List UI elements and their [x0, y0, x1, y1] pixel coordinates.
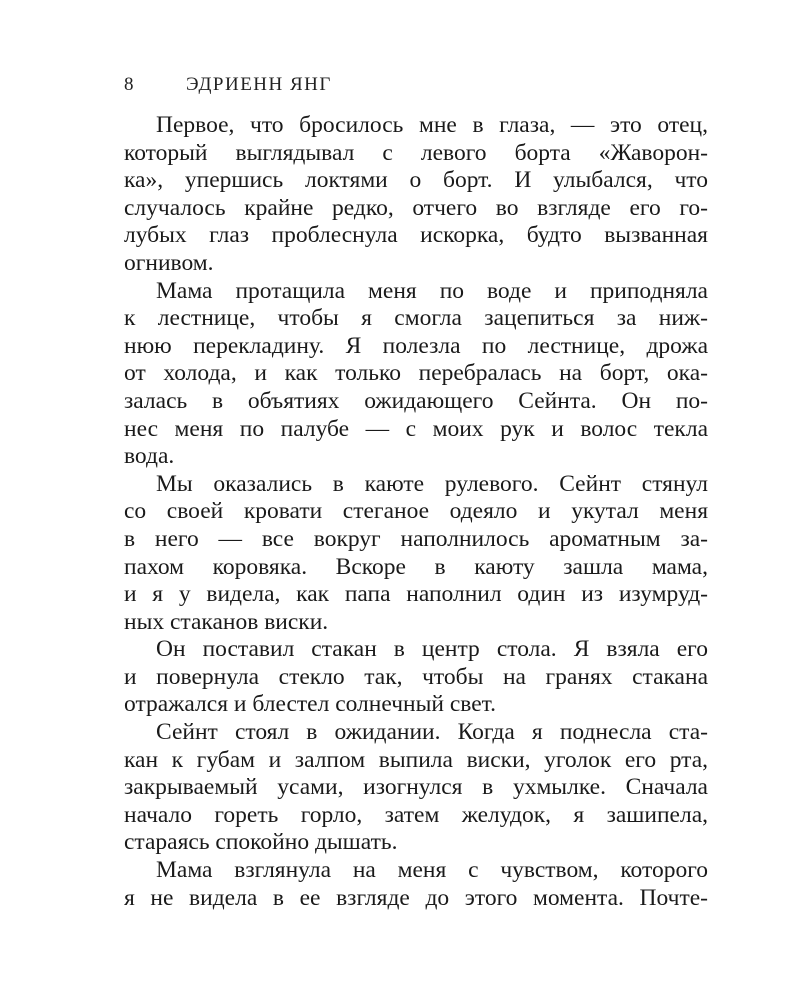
text-line: Он поставил стакан в центр стола. Я взяла его	[156, 636, 708, 663]
text-line: нюю перекладину. Я полезла по лестнице, дрожа	[124, 332, 708, 359]
text-line: залась в объятиях ожидающего Сейнта. Он по-	[124, 387, 708, 414]
text-line: Мама взглянула на меня с чувством, которого	[156, 857, 708, 884]
text-line: ных стаканов виски.	[124, 608, 329, 635]
body-text	[124, 112, 708, 912]
text-line: со своей кровати стеганое одеяло и укутал меня	[124, 498, 708, 525]
author-name: ЭДРИЕНН ЯНГ	[186, 74, 332, 95]
text-line: начало гореть горло, затем желудок, я зашипела,	[124, 801, 708, 828]
text-line: который выглядывал с левого борта «Жаворон-	[124, 139, 708, 166]
running-head	[124, 74, 332, 96]
text-line: лубых глаз проблеснула искорка, будто вызванная	[124, 222, 708, 249]
text-line: я не видела в ее взгляде до этого момента. Почте-	[124, 884, 708, 911]
text-line: огнивом.	[124, 249, 214, 276]
text-line: отражался и блестел солнечный свет.	[124, 691, 497, 718]
text-line: вода.	[124, 443, 175, 470]
text-line: Сейнт стоял в ожидании. Когда я поднесла ста-	[156, 719, 708, 746]
text-line: нес меня по палубе — с моих рук и волос текла	[124, 415, 708, 442]
text-line: Мы оказались в каюте рулевого. Сейнт стянул	[156, 470, 708, 497]
text-line: стараясь спокойно дышать.	[124, 829, 398, 856]
text-line: в него — все вокруг наполнилось ароматным за-	[124, 525, 708, 552]
text-line: случалось крайне редко, отчего во взгляде его го-	[124, 194, 708, 221]
text-line: Первое, что бросилось мне в глаза, — это отец,	[156, 112, 708, 138]
page-number: 8	[124, 74, 135, 95]
text-line: Мама протащила меня по воде и приподняла	[156, 277, 708, 304]
text-line: от холода, и как только перебралась на борт, ока-	[124, 360, 708, 387]
text-line: и повернула стекло так, чтобы на гранях стакана	[124, 663, 708, 690]
text-line: к лестнице, чтобы я смогла зацепиться за ниж-	[124, 305, 708, 332]
text-line: и я у видела, как папа наполнил один из изумруд-	[124, 581, 708, 608]
text-line: кан к губам и залпом выпила виски, уголок его рта,	[124, 746, 708, 773]
text-line: ка», упершись локтями о борт. И улыбался, что	[124, 167, 708, 194]
text-line: пахом коровяка. Вскоре в каюту зашла мама,	[124, 553, 708, 580]
text-line: закрываемый усами, изогнулся в ухмылке. Сначала	[124, 774, 708, 801]
